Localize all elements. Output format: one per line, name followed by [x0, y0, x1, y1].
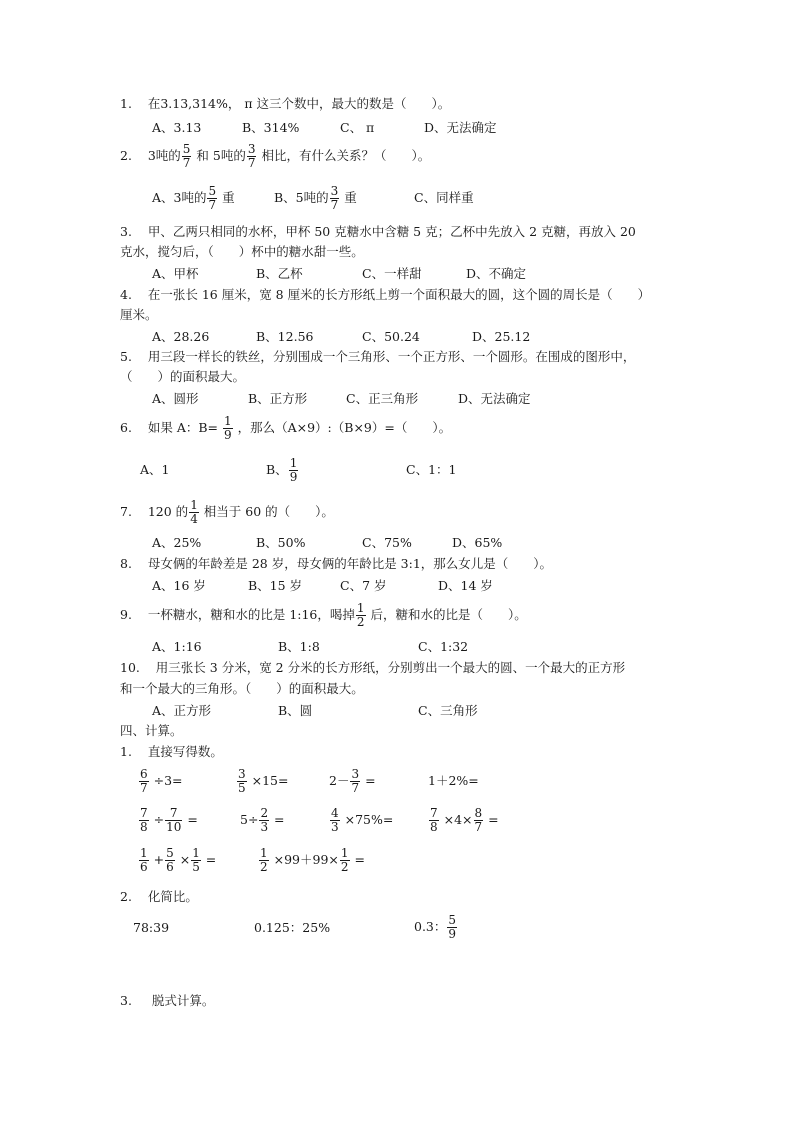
question-text: 用三张长 3 分米，宽 2 分米的长方形纸，分别剪出一个最大的圆、一个最大的正方形 [155, 660, 626, 675]
numerator: 6 [140, 767, 148, 781]
option-a: A、甲杯 [152, 266, 199, 281]
numerator: 3 [247, 142, 256, 156]
question-text: 用三段一样长的铁丝，分别围成一个三角形、一个正方形、一个圆形。在围成的图形中， [147, 349, 636, 364]
option-c: C、 π [340, 120, 375, 135]
ratio-2: 0.125：25% [254, 920, 331, 935]
question-2 [120, 142, 430, 170]
denominator: 7 [182, 156, 191, 170]
denominator: 7 [247, 156, 256, 170]
fraction [350, 768, 360, 795]
question-number: 10. [120, 660, 140, 675]
denominator: 6 [140, 860, 148, 874]
question-text-cont: （ ）的面积最大。 [120, 369, 246, 384]
calc-3-2 [258, 846, 365, 874]
numerator: 3 [351, 767, 360, 781]
denominator: 9 [223, 428, 232, 442]
denominator: 7 [330, 198, 339, 212]
question-text: 相当于 60 的（ ）。 [199, 504, 334, 519]
question-text: 3吨的 [147, 148, 181, 163]
option-b: B、正方形 [248, 391, 308, 406]
subsection-1 [120, 744, 223, 760]
question-3 [120, 224, 636, 240]
option-text: B、5吨的 [274, 190, 329, 205]
expression-text: = [270, 812, 285, 827]
calc-1-3 [329, 767, 376, 795]
numerator: 1 [223, 414, 232, 428]
subsection-title: 化简比。 [147, 889, 198, 904]
option-c: C、1：1 [406, 462, 457, 477]
question-number: 6. [120, 420, 132, 435]
fraction [289, 457, 299, 484]
fraction [139, 807, 149, 834]
expression-text: = [201, 852, 217, 867]
question-9 [120, 601, 527, 629]
options-6 [140, 456, 500, 486]
subsection-2 [120, 889, 198, 905]
option-a: A、1 [140, 462, 170, 477]
option-d: D、无法确定 [458, 391, 531, 406]
question-text: 120 的 [147, 504, 189, 519]
fraction [223, 415, 233, 442]
option-d: D、65% [452, 535, 503, 550]
denominator: 3 [331, 820, 339, 834]
fraction [340, 847, 350, 874]
subsection-number: 2. [120, 889, 132, 904]
option-text: 重 [340, 190, 357, 205]
option-d: D、14 岁 [438, 578, 493, 593]
question-text: 在3.13,314%， π 这三个数中，最大的数是（ ）。 [147, 96, 451, 111]
option-b [274, 184, 357, 212]
numerator: 4 [331, 806, 339, 820]
option-a: A、25% [152, 535, 202, 550]
question-number: 4. [120, 287, 132, 302]
subsection-title: 直接写得数。 [147, 744, 223, 759]
option-b [266, 456, 299, 484]
denominator: 8 [140, 820, 148, 834]
question-number: 2. [120, 148, 132, 163]
fraction [182, 143, 192, 170]
expression-text: ÷ [149, 812, 165, 827]
question-text: 母女俩的年龄差是 28 岁，母女俩的年龄比是 3:1，那么女儿是（ ）。 [147, 556, 553, 571]
denominator: 7 [208, 198, 217, 212]
calc-1-2 [236, 767, 288, 795]
question-text: 后，糖和水的比是（ ）。 [366, 607, 527, 622]
option-a: A、28.26 [152, 329, 210, 344]
fraction [165, 807, 182, 834]
question-number: 1. [120, 96, 132, 111]
question-text: 在一张长 16 厘米，宽 8 厘米的长方形纸上剪一个面积最大的圆，这个圆的周长是（ ） [147, 287, 651, 302]
option-c: C、75% [362, 535, 412, 550]
subsection-number: 3. [120, 993, 132, 1008]
question-number: 5. [120, 349, 132, 364]
expression-text: ÷3= [149, 773, 183, 788]
expression-text: = [183, 812, 198, 827]
numerator: 5 [208, 184, 217, 198]
option-c: C、50.24 [362, 329, 420, 344]
denominator: 7 [140, 781, 148, 795]
option-c: C、同样重 [414, 190, 474, 205]
option-b: B、50% [256, 535, 306, 550]
fraction [356, 602, 366, 629]
expression-text: 5÷ [240, 812, 259, 827]
option-b: B、15 岁 [248, 578, 303, 593]
numerator: 7 [140, 806, 148, 820]
denominator: 4 [190, 512, 198, 526]
option-b: B、1:8 [278, 639, 320, 654]
numerator: 5 [166, 846, 174, 860]
calc-2-1 [138, 806, 198, 834]
expression-text: 2－ [329, 773, 350, 788]
question-text: 一杯糖水，糖和水的比是 1:16，喝掉 [147, 607, 355, 622]
fraction [247, 143, 257, 170]
option-a: A、1:16 [152, 639, 202, 654]
fraction [330, 185, 340, 212]
fraction [189, 499, 199, 526]
fraction [207, 185, 217, 212]
question-text: 和 5吨的 [192, 148, 246, 163]
calc-2-4 [428, 806, 499, 834]
denominator: 2 [340, 860, 349, 874]
question-text: 相比，有什么关系？（ ）。 [257, 148, 431, 163]
subsection-3 [120, 993, 214, 1009]
fraction [237, 768, 247, 795]
option-a: A、正方形 [152, 703, 212, 718]
question-6 [120, 414, 451, 442]
fraction [139, 768, 149, 795]
denominator: 7 [351, 781, 360, 795]
numerator: 1 [140, 846, 148, 860]
fraction [259, 807, 269, 834]
numerator: 5 [182, 142, 191, 156]
numerator: 1 [340, 846, 349, 860]
numerator: 1 [260, 846, 268, 860]
option-d: D、不确定 [466, 266, 527, 281]
numerator: 1 [192, 846, 200, 860]
option-c: C、一样甜 [362, 266, 422, 281]
option-b: B、314% [242, 120, 300, 135]
fraction [474, 807, 484, 834]
option-a: A、16 岁 [152, 578, 206, 593]
fraction [447, 914, 457, 941]
numerator: 1 [190, 498, 198, 512]
calc-2-3 [329, 806, 393, 834]
denominator: 5 [192, 860, 200, 874]
question-text: ，那么（A×9）:（B×9）=（ ）。 [233, 420, 452, 435]
ratio-1: 78:39 [133, 920, 170, 935]
option-a [152, 184, 235, 212]
numerator: 1 [356, 601, 365, 615]
question-10 [120, 660, 625, 676]
numerator: 3 [330, 184, 339, 198]
question-number: 8. [120, 556, 132, 571]
option-a: A、3.13 [152, 120, 202, 135]
numerator: 8 [474, 806, 483, 820]
ratio-3 [414, 913, 458, 941]
denominator: 10 [166, 820, 182, 834]
numerator: 2 [260, 806, 269, 820]
section-title: 四、计算。 [120, 723, 183, 738]
numerator: 7 [165, 807, 182, 821]
denominator: 9 [289, 470, 298, 484]
expression-text: = [350, 852, 365, 867]
expression-text: ×4× [439, 812, 473, 827]
question-1 [120, 96, 450, 112]
numerator: 3 [238, 767, 246, 781]
fraction [191, 847, 201, 874]
numerator: 1 [289, 456, 298, 470]
expression-text: ×75%= [340, 812, 394, 827]
expression-text: + [149, 852, 165, 867]
question-text-cont: 和一个最大的三角形。（ ）的面积最大。 [120, 681, 364, 696]
option-d: D、无法确定 [424, 120, 497, 135]
option-c: C、1:32 [418, 639, 469, 654]
denominator: 2 [260, 860, 268, 874]
subsection-title: 脱式计算。 [151, 993, 215, 1008]
numerator: 7 [430, 806, 438, 820]
denominator: 9 [448, 927, 457, 941]
question-text-cont: 克水，搅匀后，（ ）杯中的糖水甜一些。 [120, 244, 364, 259]
option-a: A、圆形 [152, 391, 199, 406]
subsection-number: 1. [120, 744, 132, 759]
calc-3-1 [138, 846, 216, 874]
fraction [330, 807, 340, 834]
option-text: A、3吨的 [152, 190, 207, 205]
option-c: C、正三角形 [346, 391, 419, 406]
options-2 [152, 184, 572, 214]
expression-text: 0.3： [414, 919, 447, 934]
question-number: 7. [120, 504, 132, 519]
question-number: 3. [120, 224, 132, 239]
question-4 [120, 287, 650, 303]
calc-1-1 [138, 767, 183, 795]
expression-text: = [484, 812, 499, 827]
option-b: B、12.56 [256, 329, 314, 344]
option-b: B、乙杯 [256, 266, 303, 281]
question-8 [120, 556, 552, 572]
option-d: D、25.12 [472, 329, 531, 344]
option-text: B、 [266, 462, 288, 477]
fraction [259, 847, 269, 874]
option-c: C、三角形 [418, 703, 478, 718]
question-text: 甲、乙两只相同的水杯，甲杯 50 克糖水中含糖 5 克；乙杯中先放入 2 克糖，再放入 20 [147, 224, 636, 239]
denominator: 5 [238, 781, 246, 795]
calc-2-2 [240, 806, 285, 834]
question-text: 如果 A：B= [147, 420, 222, 435]
expression-text: ×15= [247, 773, 289, 788]
numerator: 5 [448, 913, 457, 927]
expression-text: ×99＋99× [269, 852, 339, 867]
question-text-cont: 厘米。 [120, 307, 158, 322]
option-c: C、7 岁 [340, 578, 387, 593]
question-5 [120, 349, 635, 365]
question-number: 9. [120, 607, 132, 622]
expression-text: = [361, 773, 376, 788]
denominator: 7 [474, 820, 483, 834]
denominator: 6 [166, 860, 174, 874]
option-text: 重 [218, 190, 235, 205]
expression-text: × [175, 852, 191, 867]
option-b: B、圆 [278, 703, 313, 718]
question-7 [120, 498, 334, 526]
denominator: 3 [260, 820, 269, 834]
fraction [139, 847, 149, 874]
calc-1-4: 1＋2%= [428, 773, 479, 788]
denominator: 2 [356, 615, 365, 629]
fraction [165, 847, 175, 874]
fraction [429, 807, 439, 834]
denominator: 8 [430, 820, 438, 834]
